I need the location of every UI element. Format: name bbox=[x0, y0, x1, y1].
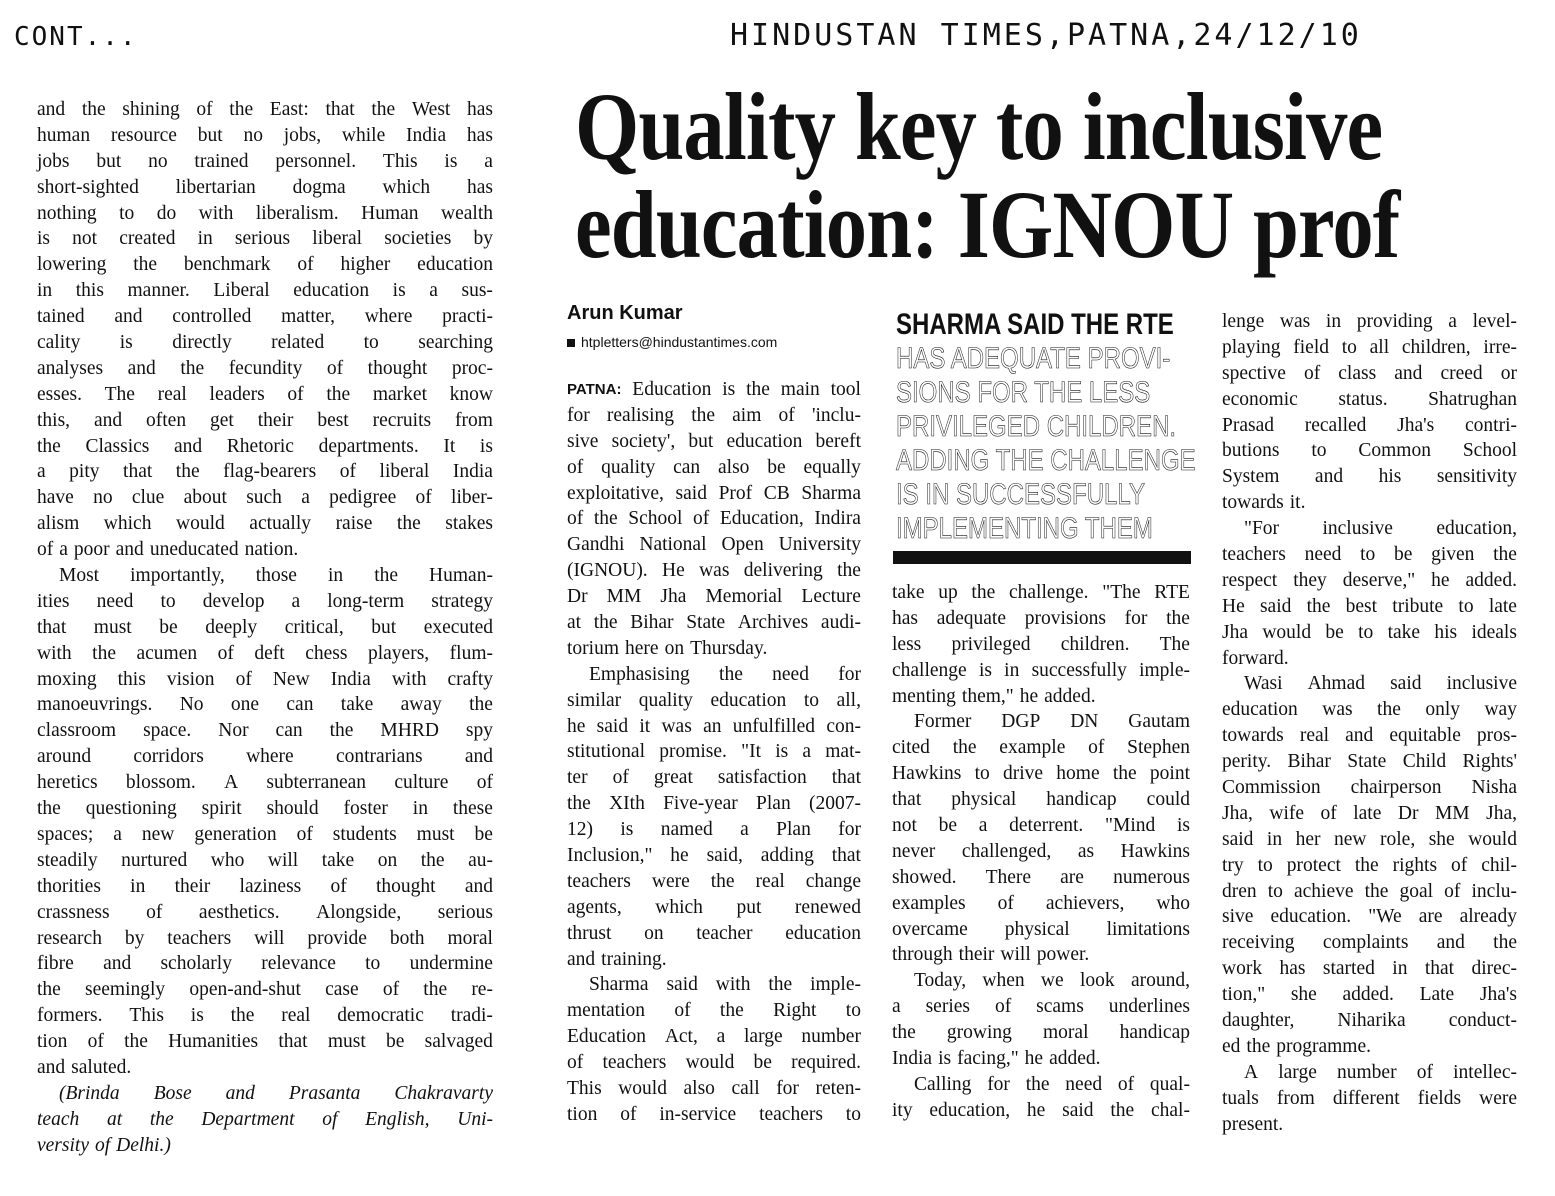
text-line: Calling for the need of qual- bbox=[914, 1073, 1190, 1095]
text-line: steadily nurtured who will take on the au- bbox=[37, 849, 493, 871]
text-line: the Classics and Rhetoric departments. It is bbox=[37, 435, 493, 457]
text-line: tuals from different fields were bbox=[1222, 1087, 1517, 1109]
text-line: Wasi Ahmad said inclusive bbox=[1244, 673, 1517, 695]
text-line: towards it. bbox=[1222, 492, 1306, 514]
pullquote-line: PRIVILEGED CHILDREN. bbox=[896, 410, 1177, 443]
text-line: spaces; a new generation of students must be bbox=[37, 823, 493, 845]
text-line: Jha would be to take his ideals bbox=[1222, 621, 1517, 643]
text-line: tion of in-service teachers to bbox=[567, 1103, 861, 1125]
text-line: short-sighted libertarian dogma which has bbox=[37, 176, 493, 198]
text-line: not be a deterrent. "Mind is bbox=[892, 815, 1190, 837]
text-line: teachers need to be given the bbox=[1222, 544, 1517, 566]
text-line: through their will power. bbox=[892, 944, 1090, 966]
text-line: around corridors where contrarians and bbox=[37, 746, 493, 768]
text-line: cited the example of Stephen bbox=[892, 737, 1190, 759]
text-line: System and his sensitivity bbox=[1222, 466, 1517, 488]
text-line: tained and controlled matter, where practi- bbox=[37, 306, 493, 328]
byline: Arun Kumar bbox=[567, 302, 683, 324]
text-line: in this manner. Liberal education is a sus- bbox=[37, 280, 493, 302]
text-line: daughter, Niharika conduct- bbox=[1222, 1010, 1517, 1032]
text-line: Emphasising the need for bbox=[589, 663, 861, 685]
text-line: spective of class and creed or bbox=[1222, 362, 1517, 384]
left-column bbox=[37, 97, 493, 1159]
text-line: respect they deserve," he added. bbox=[1222, 569, 1517, 591]
text-line: showed. There are numerous bbox=[892, 866, 1190, 888]
text-line: Jha, wife of late Dr MM Jha, bbox=[1222, 802, 1517, 824]
text-line: challenge is in successfully imple- bbox=[892, 659, 1190, 681]
pullquote-line: SIONS FOR THE LESS bbox=[896, 376, 1151, 409]
text-line: a pity that the flag-bearers of liberal India bbox=[37, 461, 493, 483]
text-line: less privileged children. The bbox=[892, 633, 1190, 655]
text-line: present. bbox=[1222, 1113, 1284, 1135]
text-line: classroom space. Nor can the MHRD spy bbox=[37, 720, 493, 742]
text-line: have no clue about such a pedigree of liber- bbox=[37, 487, 493, 509]
text-line: sive education. "We are already bbox=[1222, 906, 1517, 928]
bullet-square-icon bbox=[567, 339, 575, 347]
text-line: ter of great satisfaction that bbox=[567, 767, 861, 789]
pullquote-line: IS IN SUCCESSFULLY bbox=[896, 478, 1145, 511]
text-line: fibre and scholarly relevance to undermine bbox=[37, 953, 493, 975]
article-column-2 bbox=[892, 580, 1190, 1124]
headline-line-2: education: IGNOU prof bbox=[575, 171, 1400, 278]
text-line: Education Act, a large number bbox=[567, 1026, 861, 1048]
text-line: lenge was in providing a level- bbox=[1222, 311, 1517, 332]
text-line: "For inclusive education, bbox=[1244, 518, 1517, 540]
text-line: India is facing," he added. bbox=[892, 1048, 1101, 1070]
text-line: playing field to all children, irre- bbox=[1222, 336, 1517, 358]
text-line: forward. bbox=[1222, 647, 1289, 669]
text-line: work has started in that direc- bbox=[1222, 958, 1517, 980]
text-line: nothing to do with liberalism. Human wealth bbox=[37, 202, 493, 224]
text-line: versity of Delhi.) bbox=[37, 1134, 171, 1156]
text-line: crassness of aesthetics. Alongside, serious bbox=[37, 901, 493, 923]
text-line: Commission chairperson Nisha bbox=[1222, 777, 1517, 799]
text-line: is not created in serious liberal societies by bbox=[37, 228, 493, 250]
text-line: human resource but no jobs, while India has bbox=[37, 124, 493, 146]
text-line: heretics blossom. A subterranean culture of bbox=[37, 772, 493, 794]
text-line: manoeuvrings. No one can take away the bbox=[37, 694, 493, 716]
text-line: Gandhi National Open University bbox=[567, 534, 861, 556]
text-line: overcame physical limitations bbox=[892, 918, 1190, 940]
pullquote-line: IMPLEMENTING THEM bbox=[896, 512, 1153, 545]
text-line: of teachers would be required. bbox=[567, 1052, 861, 1074]
text-line: ities need to develop a long-term strategy bbox=[37, 590, 493, 612]
text-line: mentation of the Right to bbox=[567, 1000, 861, 1022]
text-line: research by teachers will provide both moral bbox=[37, 927, 493, 949]
text-line: exploitative, said Prof CB Sharma bbox=[567, 482, 861, 504]
headline bbox=[575, 73, 1400, 278]
text-line: he said it was an unfulfilled con- bbox=[567, 715, 861, 737]
text-line: menting them," he added. bbox=[892, 685, 1096, 707]
text-line: formers. This is the real democratic tradi- bbox=[37, 1005, 493, 1027]
text-line: said in her new role, she would bbox=[1222, 828, 1517, 850]
text-line: agents, which put renewed bbox=[567, 896, 861, 918]
dateline: PATNA: bbox=[567, 381, 622, 398]
text-line: PATNA: Education is the main tool bbox=[567, 377, 861, 403]
text-line: tion of the Humanities that must be salvaged bbox=[37, 1031, 493, 1053]
text-line: Today, when we look around, bbox=[914, 970, 1190, 992]
text-line: (Brinda Bose and Prasanta Chakravarty bbox=[59, 1082, 493, 1104]
pullquote bbox=[896, 308, 1196, 546]
text-line: lowering the benchmark of higher education bbox=[37, 254, 493, 276]
text-line: moxing this vision of New India with crafty bbox=[37, 668, 493, 690]
text-line: that must be deeply critical, but executed bbox=[37, 616, 493, 638]
text-line: torium here on Thursday. bbox=[567, 637, 768, 659]
text-line: stitutional promise. "It is a mat- bbox=[567, 741, 861, 763]
text-line: thorities in their laziness of thought and bbox=[37, 875, 493, 897]
text-line: Most importantly, those in the Human- bbox=[59, 565, 493, 587]
text-line: cality is directly related to searching bbox=[37, 332, 493, 354]
text-line: the growing moral handicap bbox=[892, 1022, 1190, 1044]
text-line: He said the best tribute to late bbox=[1222, 595, 1517, 617]
pullquote-first-line: SHARMA SAID THE RTE bbox=[896, 308, 1174, 341]
text-line: thrust on teacher education bbox=[567, 922, 861, 944]
cont-stamp: CONT... bbox=[14, 22, 138, 52]
text-line: dren to achieve the goal of inclu- bbox=[1222, 880, 1517, 902]
text-line: teachers were the real change bbox=[567, 870, 861, 892]
text-line: that physical handicap could bbox=[892, 789, 1190, 811]
text-line: with the acumen of deft chess players, flum- bbox=[37, 642, 493, 664]
text-line: economic status. Shatrughan bbox=[1222, 388, 1517, 410]
text-line: take up the challenge. "The RTE bbox=[892, 582, 1190, 603]
text-line: esses. The real leaders of the market know bbox=[37, 383, 493, 405]
text-line: examples of achievers, who bbox=[892, 892, 1190, 914]
text-line: the seemingly open-and-shut case of the re- bbox=[37, 979, 493, 1001]
text-line: the XIth Five-year Plan (2007- bbox=[567, 793, 861, 815]
text-line: try to protect the rights of chil- bbox=[1222, 854, 1517, 876]
text-line: 12) is named a Plan for bbox=[567, 819, 861, 841]
text-line: of quality can also be equally bbox=[567, 456, 861, 478]
text-line: and saluted. bbox=[37, 1056, 132, 1078]
article-column-1 bbox=[567, 377, 861, 1128]
text-line: ed the programme. bbox=[1222, 1035, 1371, 1057]
text-line: and training. bbox=[567, 948, 667, 970]
text-line: of a poor and uneducated nation. bbox=[37, 539, 299, 561]
text-line: A large number of intellec- bbox=[1244, 1061, 1517, 1083]
pullquote-line: HAS ADEQUATE PROVI- bbox=[896, 342, 1171, 375]
text-line: sive society', but education bereft bbox=[567, 430, 861, 452]
email-text: htpletters@hindustantimes.com bbox=[581, 334, 778, 350]
text-line: and the shining of the East: that the West has bbox=[37, 99, 493, 120]
text-line: Prasad recalled Jha's contri- bbox=[1222, 414, 1517, 436]
text-line: perity. Bihar State Child Rights' bbox=[1222, 751, 1517, 773]
text-line: Dr MM Jha Memorial Lecture bbox=[567, 586, 861, 608]
text-line: tion," she added. Late Jha's bbox=[1222, 984, 1517, 1006]
text-line: of the School of Education, Indira bbox=[567, 508, 861, 530]
text-line: Hawkins to drive home the point bbox=[892, 763, 1190, 785]
text-line: at the Bihar State Archives audi- bbox=[567, 612, 861, 634]
text-line: for realising the aim of 'inclu- bbox=[567, 404, 861, 426]
text-line: ity education, he said the chal- bbox=[892, 1099, 1190, 1121]
source-stamp: HINDUSTAN TIMES,PATNA,24/12/10 bbox=[730, 18, 1362, 53]
text-line: butions to Common School bbox=[1222, 440, 1517, 462]
text-line: analyses and the fecundity of thought proc- bbox=[37, 357, 493, 379]
text-line: alism which would actually raise the stakes bbox=[37, 513, 493, 535]
text-line: jobs but no trained personnel. This is a bbox=[37, 150, 493, 172]
text-line: education was the only way bbox=[1222, 699, 1517, 721]
text-line: Inclusion," he said, adding that bbox=[567, 845, 861, 867]
byline-email bbox=[567, 334, 777, 350]
pullquote-line: ADDING THE CHALLENGE bbox=[896, 444, 1196, 477]
text-line: has adequate provisions for the bbox=[892, 607, 1190, 629]
text-line: This would also call for reten- bbox=[567, 1078, 861, 1100]
text-line: the questioning spirit should foster in these bbox=[37, 798, 493, 820]
text-line: a series of scams underlines bbox=[892, 996, 1190, 1018]
text-line: receiving complaints and the bbox=[1222, 932, 1517, 954]
text-line: towards real and equitable pros- bbox=[1222, 725, 1517, 747]
article-column-3 bbox=[1222, 309, 1517, 1138]
pullquote-bar bbox=[893, 551, 1191, 564]
text-line: teach at the Department of English, Uni- bbox=[37, 1108, 493, 1130]
text-line: similar quality education to all, bbox=[567, 689, 861, 711]
text-line: this, and often get their best recruits from bbox=[37, 409, 493, 431]
text-line: Sharma said with the imple- bbox=[589, 974, 861, 996]
headline-line-1: Quality key to inclusive bbox=[575, 73, 1383, 180]
text-line: Former DGP DN Gautam bbox=[914, 711, 1190, 733]
text-line: never challenged, as Hawkins bbox=[892, 840, 1190, 862]
text-line: (IGNOU). He was delivering the bbox=[567, 560, 861, 582]
